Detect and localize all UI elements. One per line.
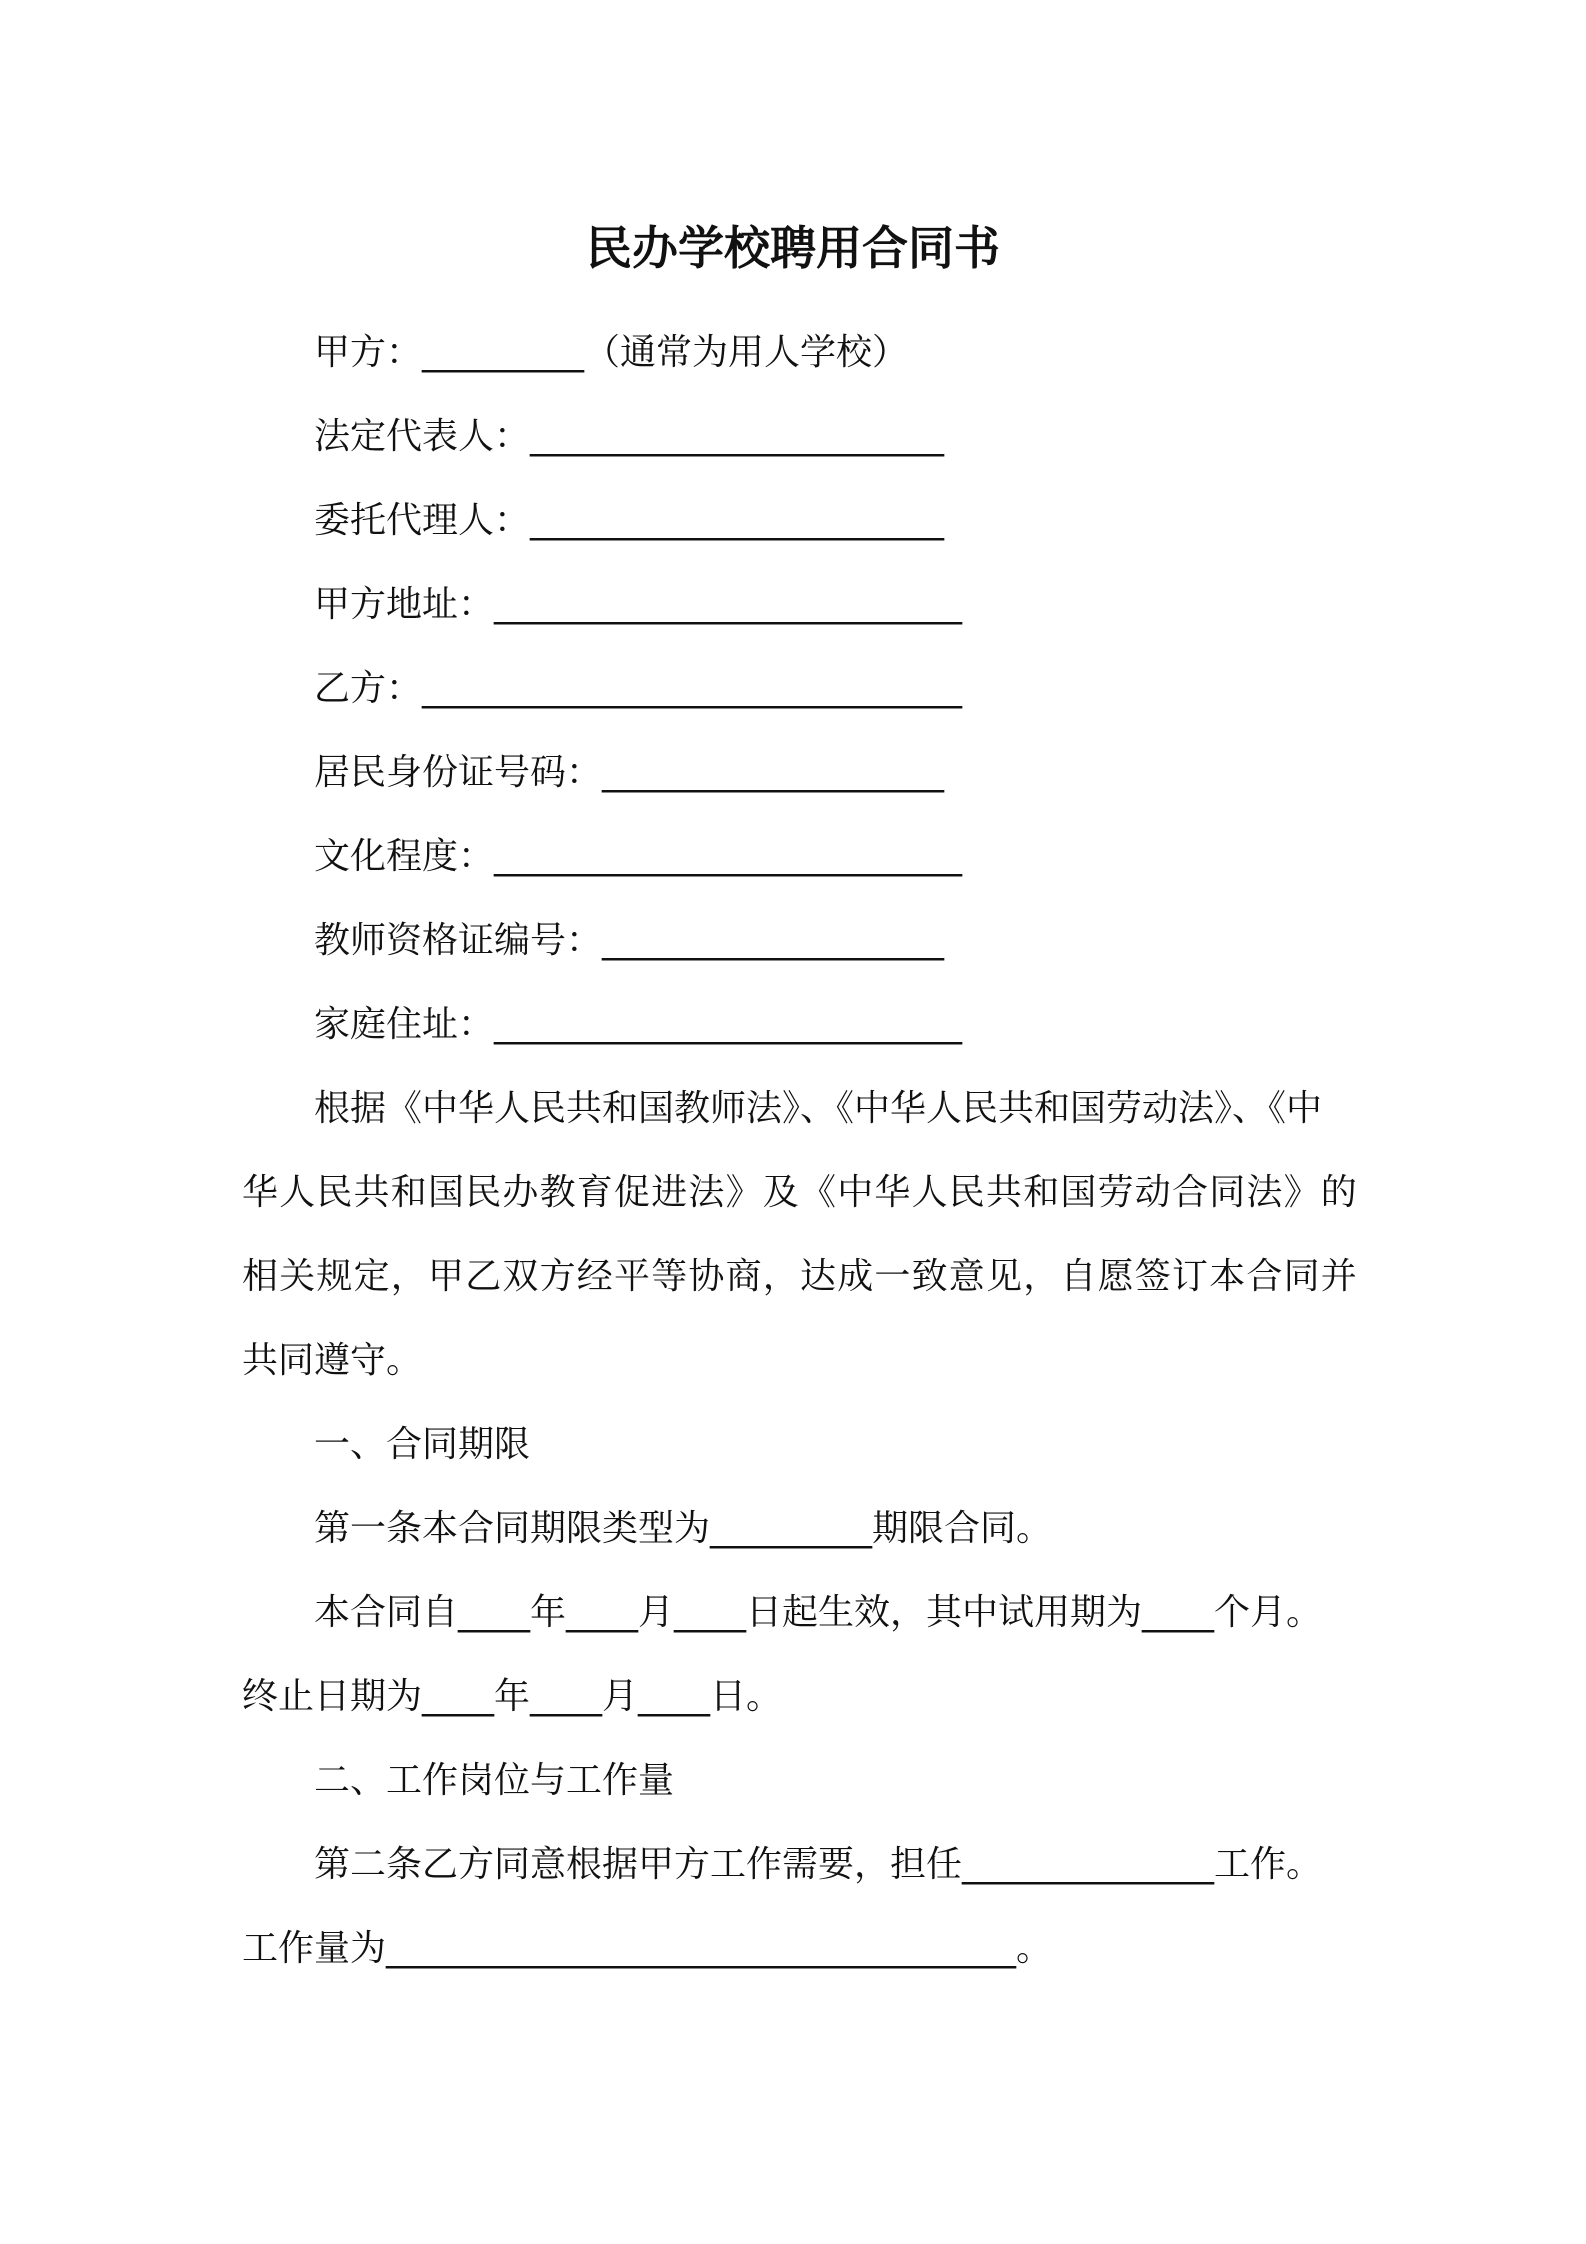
field-label: 文化程度：	[314, 836, 495, 877]
section-2-heading: 二、工作岗位与工作量	[314, 1760, 675, 1801]
section-1-heading: 一、合同期限	[314, 1424, 531, 1465]
party-b-field	[242, 647, 1358, 731]
document-title: 民办学校聘用合同书	[586, 221, 1000, 275]
field-label: 居民身份证号码：	[314, 752, 603, 793]
fill-blank: __________________________	[494, 836, 963, 877]
fill-blank: ______________________________	[422, 668, 963, 709]
fill-blank: ___________________	[602, 920, 945, 961]
field-label: 甲方：	[314, 332, 423, 373]
fill-blank: _________	[422, 332, 585, 373]
authorized-agent-field	[242, 479, 1358, 563]
preamble-line: 根据《中华人民共和国教师法》、《中华人民共和国劳动法》、《中	[314, 1088, 1323, 1129]
legal-representative-field	[242, 395, 1358, 479]
party-a-field	[242, 311, 1358, 395]
clause-1-end-date-line: 终止日期为____年____月____日。	[242, 1676, 783, 1717]
teacher-certificate-number-field	[242, 899, 1358, 983]
document-body	[242, 311, 1358, 1991]
field-label: 法定代表人：	[314, 416, 531, 457]
fill-blank: _______________________	[530, 500, 945, 541]
clause-2-workload-line: 工作量为___________________________________。	[242, 1928, 1053, 1969]
field-label: 教师资格证编号：	[314, 920, 603, 961]
clause-1-term-type-line: 第一条本合同期限类型为_________期限合同。	[314, 1508, 1053, 1549]
field-label: 乙方：	[314, 668, 423, 709]
field-label: 甲方地址：	[314, 584, 495, 625]
field-note: （通常为用人学校）	[584, 332, 909, 373]
field-label: 家庭住址：	[314, 1004, 495, 1045]
education-level-field	[242, 815, 1358, 899]
party-a-address-field	[242, 563, 1358, 647]
fill-blank: _______________________	[530, 416, 945, 457]
preamble-line: 华人民共和国民办教育促进法》及《中华人民共和国劳动合同法》的	[242, 1172, 1358, 1213]
fill-blank: __________________________	[494, 1004, 963, 1045]
preamble-line: 相关规定，甲乙双方经平等协商，达成一致意见，自愿签订本合同并	[242, 1256, 1358, 1297]
fill-blank: __________________________	[494, 584, 963, 625]
fill-blank: ___________________	[602, 752, 945, 793]
clause-2-position-line: 第二条乙方同意根据甲方工作需要，担任______________工作。	[314, 1844, 1323, 1885]
home-address-field	[242, 983, 1358, 1067]
clause-1-effective-date-line: 本合同自____年____月____日起生效，其中试用期为____个月。	[314, 1592, 1323, 1633]
preamble-line: 共同遵守。	[242, 1340, 423, 1381]
field-label: 委托代理人：	[314, 500, 531, 541]
id-number-field	[242, 731, 1358, 815]
